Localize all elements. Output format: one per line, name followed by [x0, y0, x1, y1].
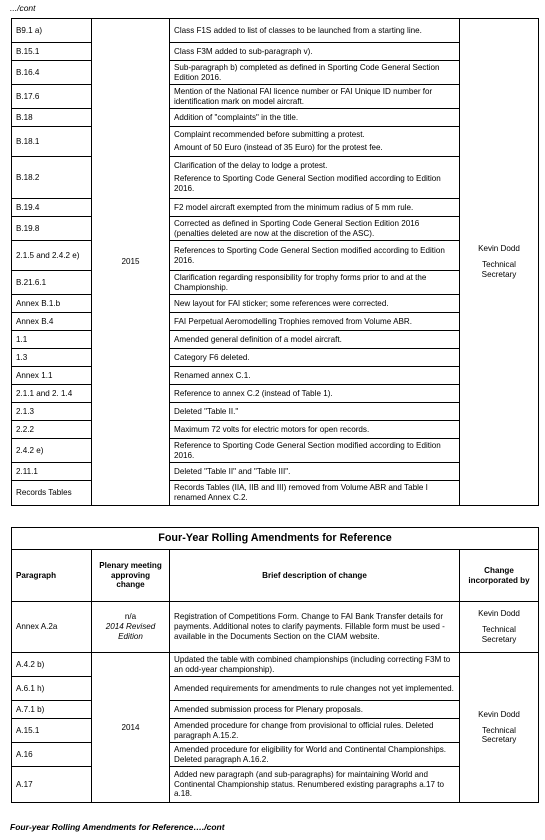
- description-line: Corrected as defined in Sporting Code General Section Edition 2016 (penalties deleted are now at the discretion of the ASC).: [174, 218, 420, 238]
- description-cell: Amended submission process for Plenary proposals.: [170, 701, 460, 719]
- description-cell: [170, 43, 460, 61]
- description-cell: [170, 421, 460, 439]
- description-cell: Amended procedure for change from provisional to official rules. Deleted paragraph A.15.2.: [170, 719, 460, 743]
- description-cell: [170, 367, 460, 385]
- header-change-incorporated: Change incorporated by: [460, 550, 539, 602]
- incorporated-name: Kevin Dodd: [478, 244, 520, 254]
- table-row: [12, 109, 539, 127]
- header-brief-description: Brief description of change: [170, 550, 460, 602]
- table-row: [12, 313, 539, 331]
- description-cell: [170, 19, 460, 43]
- description-cell: Amended procedure for eligibility for World and Continental Championships. Deleted paragraph A.16.2.: [170, 743, 460, 767]
- description-line: Category F6 deleted.: [174, 352, 250, 362]
- paragraph-cell: 2.4.2 e): [12, 439, 92, 463]
- table-row: [12, 602, 539, 653]
- table-row: [12, 241, 539, 271]
- paragraph-cell: B.18.1: [12, 127, 92, 157]
- description-cell: Updated the table with combined championships (including correcting F3M to an odd-year championship).: [170, 653, 460, 677]
- table-row: [12, 653, 539, 677]
- paragraph-cell: A.17: [12, 767, 92, 803]
- table-row: [12, 463, 539, 481]
- incorporated-name: Kevin Dodd: [478, 709, 520, 719]
- incorporated-role: Technical Secretary: [481, 725, 517, 745]
- paragraph-cell: B.16.4: [12, 61, 92, 85]
- four-year-amendments-table: [11, 527, 539, 803]
- paragraph-cell: B.19.4: [12, 199, 92, 217]
- description-cell: [170, 271, 460, 295]
- description-cell: [170, 403, 460, 421]
- paragraph-cell: Annex 1.1: [12, 367, 92, 385]
- description-line: Amended general definition of a model aircraft.: [174, 334, 342, 344]
- description-cell: [170, 349, 460, 367]
- table-row: [12, 439, 539, 463]
- paragraph-cell: 2.2.2: [12, 421, 92, 439]
- description-line: F2 model aircraft exempted from the minimum radius of 5 mm rule.: [174, 202, 414, 212]
- description-cell: [170, 61, 460, 85]
- table-row: [12, 85, 539, 109]
- paragraph-cell: Annex B.1.b: [12, 295, 92, 313]
- table-row: [12, 743, 539, 767]
- description-line: Reference to Sporting Code General Section modified according to Edition 2016.: [174, 174, 441, 193]
- paragraph-cell: A.7.1 b): [12, 701, 92, 719]
- description-line: Amount of 50 Euro (instead of 35 Euro) for the protest fee.: [174, 143, 383, 152]
- paragraph-cell: 1.1: [12, 331, 92, 349]
- paragraph-cell: B9.1 a): [12, 19, 92, 43]
- description-line: Class F1S added to list of classes to be launched from a starting line.: [174, 25, 422, 35]
- description-cell: [170, 157, 460, 199]
- description-cell: [170, 331, 460, 349]
- table-row: [12, 349, 539, 367]
- description-cell: [170, 313, 460, 331]
- incorporated-by-cell: [460, 19, 539, 506]
- description-line: FAI Perpetual Aeromodelling Trophies removed from Volume ABR.: [174, 316, 412, 326]
- paragraph-cell: A.15.1: [12, 719, 92, 743]
- description-line: Deleted "Table II.": [174, 406, 239, 416]
- incorporated-by-cell: [460, 653, 539, 803]
- paragraph-cell: A.4.2 b): [12, 653, 92, 677]
- continued-marker-top: .../cont: [10, 3, 36, 13]
- table-row: [12, 295, 539, 313]
- table-row: [12, 677, 539, 701]
- description-line: Records Tables (IIA, IIB and III) removed from Volume ABR and Table I renamed Annex C.2.: [174, 483, 428, 502]
- table-row: [12, 157, 539, 199]
- table-row: [12, 719, 539, 743]
- paragraph-cell: A.16: [12, 743, 92, 767]
- description-line: Addition of "complaints" in the title.: [174, 112, 299, 122]
- paragraph-cell: A.6.1 h): [12, 677, 92, 701]
- table-row: [12, 767, 539, 803]
- table-row: [12, 481, 539, 506]
- description-cell: [170, 127, 460, 157]
- plenary-cell: [92, 602, 170, 653]
- paragraph-cell: B.17.6: [12, 85, 92, 109]
- paragraph-cell: B.18: [12, 109, 92, 127]
- description-cell: [170, 109, 460, 127]
- description-cell: [170, 199, 460, 217]
- incorporated-role: Technical Secretary: [481, 260, 517, 279]
- table-row: [12, 271, 539, 295]
- table-row: [12, 217, 539, 241]
- table-row: [12, 701, 539, 719]
- table-row: [12, 127, 539, 157]
- description-line: References to Sporting Code General Section modified according to Edition 2016.: [174, 245, 445, 265]
- plenary-note: 2014 Revised Edition: [105, 622, 156, 641]
- table-row: [12, 19, 539, 43]
- description-line: Mention of the National FAI licence number or FAI Unique ID number for identification mark on model aircraft.: [174, 86, 433, 106]
- description-cell: [170, 439, 460, 463]
- description-cell: [170, 295, 460, 313]
- description-cell: [170, 217, 460, 241]
- paragraph-cell: 2.1.1 and 2. 1.4: [12, 385, 92, 403]
- header-plenary: Plenary meeting approving change: [92, 550, 170, 602]
- paragraph-cell: Annex B.4: [12, 313, 92, 331]
- paragraph-cell: 1.3: [12, 349, 92, 367]
- description-line: Clarification regarding responsibility for trophy forms prior to and at the Championship.: [174, 272, 427, 292]
- description-line: Complaint recommended before submitting a protest.: [174, 130, 365, 140]
- amendments-table-2015: [11, 18, 539, 506]
- description-line: Maximum 72 volts for electric motors for open records.: [174, 424, 370, 434]
- description-cell: [170, 85, 460, 109]
- table-row: [12, 331, 539, 349]
- description-line: Sub-paragraph b) completed as defined in Sporting Code General Section Edition 2016.: [174, 62, 440, 82]
- description-line: Renamed annex C.1.: [174, 370, 251, 380]
- paragraph-cell: B.21.6.1: [12, 271, 92, 295]
- description-cell: [170, 481, 460, 506]
- description-line: Class F3M added to sub-paragraph v).: [174, 46, 313, 56]
- paragraph-cell: 2.1.3: [12, 403, 92, 421]
- incorporated-role: Technical Secretary: [481, 625, 517, 644]
- description-line: Reference to Sporting Code General Section modified according to Edition 2016.: [174, 440, 441, 460]
- incorporated-name: Kevin Dodd: [478, 609, 520, 619]
- table-title: Four-Year Rolling Amendments for Reference: [12, 528, 539, 550]
- paragraph-cell: Annex A.2a: [12, 602, 92, 653]
- description-cell: [170, 463, 460, 481]
- header-paragraph: Paragraph: [12, 550, 92, 602]
- paragraph-cell: 2.11.1: [12, 463, 92, 481]
- table-row: [12, 367, 539, 385]
- paragraph-cell: 2.1.5 and 2.4.2 e): [12, 241, 92, 271]
- description-cell: [170, 241, 460, 271]
- description-cell: [170, 385, 460, 403]
- plenary-cell: 2015: [92, 19, 170, 506]
- table-row: [12, 61, 539, 85]
- table-row: [12, 43, 539, 61]
- paragraph-cell: B.18.2: [12, 157, 92, 199]
- paragraph-cell: B.19.8: [12, 217, 92, 241]
- plenary-value: n/a: [124, 612, 137, 622]
- table-row: [12, 403, 539, 421]
- continued-marker-bottom: Four-year Rolling Amendments for Reference…./cont: [10, 822, 225, 832]
- paragraph-cell: Records Tables: [12, 481, 92, 506]
- description-cell: Registration of Competitions Form. Change to FAI Bank Transfer details for payments. Additional notes to clarify payments. Fillable form must be used -available in the Documents Section on the CIAM website.: [170, 602, 460, 653]
- description-line: Deleted "Table II" and "Table III".: [174, 466, 291, 476]
- description-line: New layout for FAI sticker; some references were corrected.: [174, 298, 389, 308]
- table-row: [12, 385, 539, 403]
- description-line: Reference to annex C.2 (instead of Table 1).: [174, 388, 333, 398]
- plenary-cell: 2014: [92, 653, 170, 803]
- description-cell: Amended requirements for amendments to rule changes not yet implemented.: [170, 677, 460, 701]
- description-cell: Added new paragraph (and sub-paragraphs) for maintaining World and Continental Championship status. Renumbered existing paragraphs a.17 to a.18.: [170, 767, 460, 803]
- paragraph-cell: B.15.1: [12, 43, 92, 61]
- incorporated-by-cell: [460, 602, 539, 653]
- table-row: [12, 421, 539, 439]
- table-row: [12, 199, 539, 217]
- description-line: Clarification of the delay to lodge a protest.: [174, 161, 328, 171]
